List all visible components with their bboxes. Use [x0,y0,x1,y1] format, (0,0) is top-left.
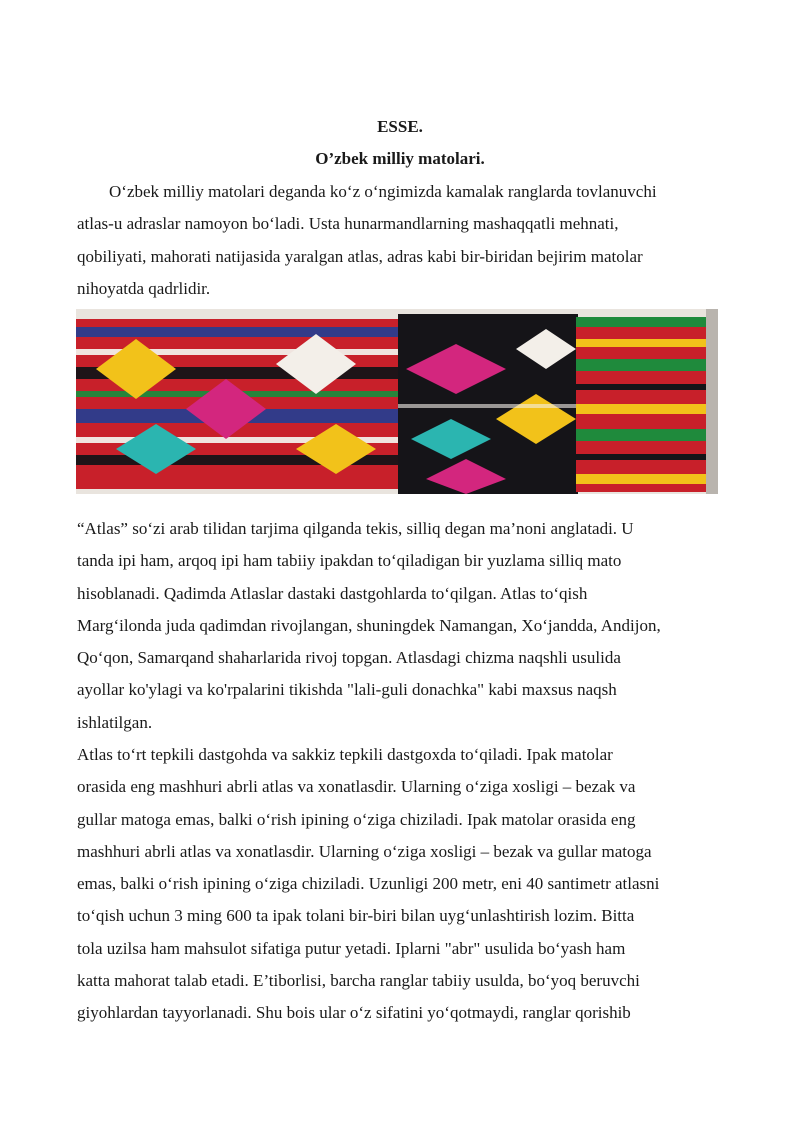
document-subheading: O’zbek milliy matolari. [315,149,485,168]
text-line: giyohlardan tayyorlanadi. Shu bois ular o‘z sifatini yo‘qotmaydi, ranglar qorishib [77,1003,631,1023]
text-line: katta mahorat talab etadi. E’tiborlisi, barcha ranglar tabiiy usulda, bo‘yoq beruvchi [77,971,640,991]
text-line: qobiliyati, mahorati natijasida yaralgan atlas, adras kabi bir-biridan bejirim matolar [77,246,643,266]
text-line: mashhuri abrli atlas va xonatlasdir. Ularning o‘ziga xosligi – bezak va gullar matoga [77,841,652,861]
text-line: Marg‘ilonda juda qadimdan rivojlangan, shuningdek Namangan, Xo‘jandda, Andijon, [77,615,661,635]
text-line: ishlatilgan. [77,712,153,732]
text-line: “Atlas” so‘zi arab tilidan tarjima qilganda tekis, silliq degan ma’noni anglatadi. U [77,519,634,538]
paragraph-intro [77,176,722,305]
atlas-fabrics-photo [76,309,718,494]
text-line: nihoyatda qadrlidir. [77,278,211,298]
text-line: ayollar ko'ylagi va ko'rpalarini tikishda "lali-guli donachka" kabi maxsus naqsh [77,680,617,700]
text-line: to‘qish uchun 3 ming 600 ta ipak tolani bir-biri bilan uyg‘unlashtirish lozim. Bitta [77,906,635,926]
text-line: tola uzilsa ham mahsulot sifatiga putur yetadi. Iplarni "abr" usulida bo‘yash ham [77,938,626,958]
text-line: hisoblanadi. Qadimda Atlaslar dastaki dastgohlarda to‘qilgan. Atlas to‘qish [77,583,588,603]
text-line: O‘zbek milliy matolari deganda ko‘z o‘ngimizda kamalak ranglarda tovlanuvchi [109,182,657,201]
text-line: orasida eng mashhuri abrli atlas va xonatlasdir. Ularning o‘ziga xosligi – bezak va [77,777,636,797]
text-line: tanda ipi ham, arqoq ipi ham tabiiy ipakdan to‘qiladigan bir yuzlama silliq mato [77,551,622,571]
paragraph-weaving [77,739,722,1030]
text-line: atlas-u adraslar namoyon bo‘ladi. Usta hunarmandlarning mashaqqatli mehnati, [77,214,619,234]
text-line: Atlas to‘rt tepkili dastgohda va sakkiz tepkili dastgoxda to‘qiladi. Ipak matolar [77,745,613,764]
text-line: Qo‘qon, Samarqand shaharlarida rivoj topgan. Atlasdagi chizma naqshli usulida [77,648,621,668]
text-line: emas, balki o‘rish ipining o‘ziga chiziladi. Uzunligi 200 metr, eni 40 santimetr atlasni [77,874,660,894]
paragraph-atlas-meaning [77,513,722,739]
text-line: gullar matoga emas, balki o‘rish ipining o‘ziga chiziladi. Ipak matolar orasida eng [77,809,636,829]
document-heading: ESSE. [377,117,423,136]
